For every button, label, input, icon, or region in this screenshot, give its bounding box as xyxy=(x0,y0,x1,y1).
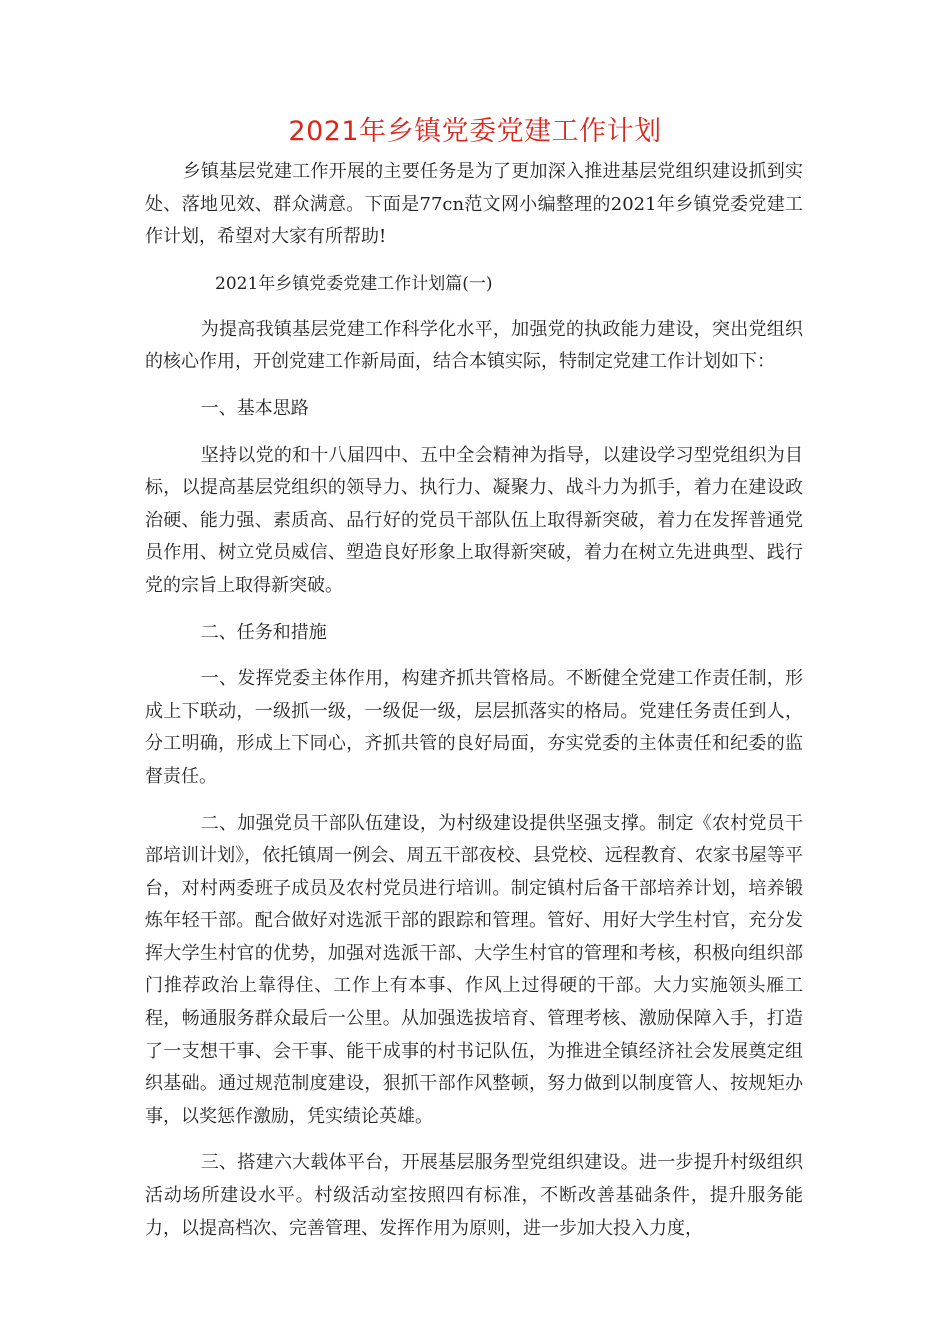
document-title: 2021年乡镇党委党建工作计划 xyxy=(288,116,662,147)
document-body xyxy=(145,156,803,1245)
intro-paragraph: 乡镇基层党建工作开展的主要任务是为了更加深入推进基层党组织建设抓到实处、落地见效、群众满意。下面是77cn范文网小编整理的2021年乡镇党委党建工作计划，希望对大家有所帮助! xyxy=(145,161,803,248)
paragraph-1: 为提高我镇基层党建工作科学化水平，加强党的执政能力建设，突出党组织的核心作用，开创党建工作新局面，结合本镇实际，特制定党建工作计划如下： xyxy=(145,318,803,373)
heading-basic-ideas: 一、基本思路 xyxy=(200,397,309,419)
paragraph-4: 二、加强党员干部队伍建设，为村级建设提供坚强支撑。制定《农村党员干部培训计划》，依托镇周一例会、周五干部夜校、县党校、远程教育、农家书屋等平台，对村两委班子成员及农村党员进行培训。制定镇村后备干部培养计划，培养锻炼年轻干部。配合做好对选派干部的跟踪和管理。管好、用好大学生村官，充分发挥大学生村官的优势，加强对选派干部、大学生村官的管理和考核，积极向组织部门推荐政治上靠得住、工作上有本事、作风上过得硬的干部。大力实施领头雁工程，畅通服务群众最后一公里。从加强选拔培育、管理考核、激励保障入手，打造了一支想干事、会干事、能干成事的村书记队伍，为推进全镇经济社会发展奠定组织基础。通过规范制度建设，狠抓干部作风整顿，努力做到以制度管人、按规矩办事，以奖惩作激励，凭实绩论英雄。 xyxy=(145,812,803,1127)
section-subtitle: 2021年乡镇党委党建工作计划篇(一) xyxy=(215,273,493,294)
heading-tasks-measures: 二、任务和措施 xyxy=(200,621,327,643)
paragraph-2: 坚持以党的和十八届四中、五中全会精神为指导，以建设学习型党组织为目标，以提高基层党组织的领导力、执行力、凝聚力、战斗力为抓手，着力在建设政治硬、能力强、素质高、品行好的党员干部队伍上取得新突破，着力在发挥普通党员作用、树立党员威信、塑造良好形象上取得新突破，着力在树立先进典型、践行党的宗旨上取得新突破。 xyxy=(145,444,803,596)
paragraph-3: 一、发挥党委主体作用，构建齐抓共管格局。不断健全党建工作责任制，形成上下联动，一级抓一级，一级促一级，层层抓落实的格局。党建任务责任到人，分工明确，形成上下同心，齐抓共管的良好局面，夯实党委的主体责任和纪委的监督责任。 xyxy=(145,668,803,787)
paragraph-5: 三、搭建六大载体平台，开展基层服务型党组织建设。进一步提升村级组织活动场所建设水平。村级活动室按照四有标准，不断改善基础条件，提升服务能力，以提高档次、完善管理、发挥作用为原则，进一步加大投入力度， xyxy=(145,1152,803,1239)
